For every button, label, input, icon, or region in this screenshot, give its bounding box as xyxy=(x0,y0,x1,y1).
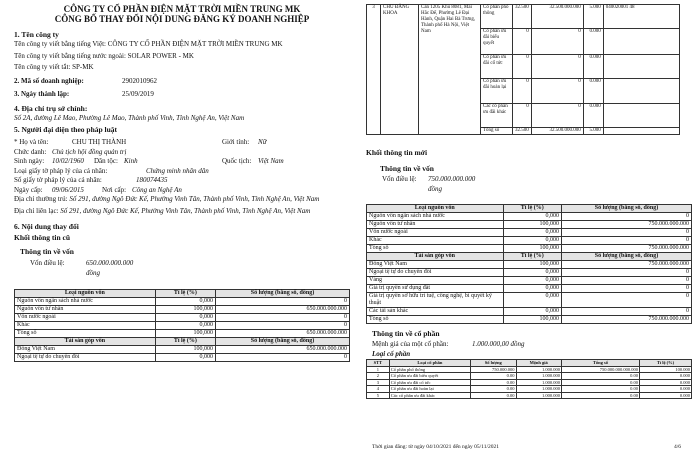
new-info-block-title: Khối thông tin mới xyxy=(366,148,428,157)
table-row: 2 Cổ phần ưu đãi biểu quyết 0.00 1.000.000 0.00 0.000 xyxy=(367,373,692,380)
sex-value: Nữ xyxy=(258,138,267,146)
nationality-label: Quốc tịch: xyxy=(222,157,252,165)
share-types-table xyxy=(366,359,692,399)
permanent-address-label: Địa chỉ thường trú: xyxy=(14,195,68,203)
section-2-title: 2. Mã số doanh nghiệp: xyxy=(14,76,84,85)
old-charter-value: 650.000.000.000 xyxy=(86,259,134,267)
table-row: Ngoại tệ tự do chuyển đổi 0,000 0 xyxy=(367,269,692,277)
col-header: Số lượng xyxy=(471,360,517,367)
new-charter-value: 750.000.000.000 xyxy=(428,175,476,183)
issue-place-label: Nơi cấp: xyxy=(102,185,127,194)
col-header: STT xyxy=(367,360,390,367)
position-label: Chức danh: xyxy=(14,147,47,156)
shareholder-table xyxy=(366,4,680,135)
table-row: Vàng 0,000 0 xyxy=(367,277,692,285)
col-header: Tỉ lệ (%) xyxy=(155,290,215,298)
table-row: 1 Cổ phần phổ thông 750.000.000 1.000.000 750.000.000.000.000 100.000 xyxy=(367,366,692,373)
new-charter-label: Vốn điều lệ: xyxy=(382,175,417,183)
col-header: Tài sản góp vốn xyxy=(367,253,504,261)
contact-address-label: Địa chỉ liên lạc: xyxy=(14,206,59,215)
company-heading: CÔNG TY CỔ PHẦN ĐIỆN MẶT TRỜI MIỀN TRUNG MK xyxy=(63,4,301,14)
left-column xyxy=(14,4,350,362)
sex-label: Giới tính: xyxy=(222,138,250,146)
col-header: Tổng số xyxy=(562,360,640,367)
col-header: Loại nguồn vốn xyxy=(367,205,504,213)
table-row: 3 Cổ phần ưu đãi cổ tức 0.00 1.000.000 0.00 0.000 xyxy=(367,379,692,386)
issue-date-value: 09/06/2015 xyxy=(52,185,84,194)
new-capital-title: Thông tin về vốn xyxy=(380,164,434,173)
col-header: Số lượng (bằng số, đồng) xyxy=(215,338,349,346)
page-number: 4/6 xyxy=(674,444,682,450)
issue-place-value: Công an Nghệ An xyxy=(132,185,182,194)
old-info-block-title: Khối thông tin cũ xyxy=(14,233,71,242)
new-capital-source-table xyxy=(366,204,692,324)
name-label: * Họ và tên: xyxy=(14,138,49,146)
col-header: Số lượng (bằng số, đồng) xyxy=(562,205,692,213)
share-types-title: Loại cổ phần xyxy=(372,349,411,358)
table-row: Khác 0,000 0 xyxy=(367,237,692,245)
table-row: Các cổ phần ưu đãi khác 0 0 0.000 xyxy=(367,104,680,128)
issue-date-label: Ngày cấp: xyxy=(14,185,43,194)
announcement-heading: CÔNG BỐ THAY ĐỔI NỘI DUNG ĐĂNG KÝ DOANH NGHIỆP xyxy=(54,14,310,24)
shareholder-address: Căn 1205 Khu 8081, Mai Hắc Đế, Phường Lê Đại Hành, Quận Hai Bà Trưng, Thành phố Hà Nội, Việt Nam xyxy=(419,5,481,135)
section-6-title: 6. Nội dung thay đổi xyxy=(14,222,79,231)
table-row: Vốn nước ngoài 0,000 0 xyxy=(367,229,692,237)
dob-value: 10/02/1960 xyxy=(52,157,84,165)
position-value: Chủ tịch hội đồng quản trị xyxy=(52,147,127,156)
table-row: Giá trị quyền sử dụng đất 0,000 0 xyxy=(367,285,692,293)
col-header: Tỉ lệ (%) xyxy=(503,205,562,213)
contact-address-value: Số 291, đường Ngô Đức Kế, Phường Vinh Tân, Thành phố Vinh, Tỉnh Nghệ An, Việt Nam xyxy=(60,206,311,215)
company-name-foreign: Tên công ty viết bằng tiếng nước ngoài: SOLAR POWER - MK xyxy=(14,51,194,60)
founding-date: 25/09/2019 xyxy=(122,90,154,98)
table-row: 3 CHU ĐĂNG KHOA Căn 1205 Khu 8081, Mai Hắc Đế, Phường Lê Đại Hành, Quận Hai Bà Trưng, Thành phố Hà Nội, Việt Nam Cổ phần phổ thông 32.500 32.500.000.000 5.000 040020001 48 xyxy=(367,5,680,29)
table-row: Cổ phần ưu đãi cổ tức 0 0 0.000 xyxy=(367,55,680,79)
head-office-address: Số 2A, đường Lê Mao, Phường Lê Mao, Thành phố Vinh, Tỉnh Nghệ An, Việt Nam xyxy=(14,113,245,122)
company-name-short: Tên công ty viết tắt: SP-MK xyxy=(14,63,94,71)
new-charter-unit: đồng xyxy=(428,184,442,193)
right-column xyxy=(366,4,692,399)
shareholder-no: 3 xyxy=(367,5,381,135)
table-row: Nguồn vốn ngân sách nhà nước 0,000 0 xyxy=(15,298,350,306)
table-row: Tổng số 32.500 32.500.000.000 5.000 xyxy=(367,128,680,135)
shares-info-title: Thông tin về cổ phần xyxy=(372,329,440,338)
table-row: Đồng Việt Nam 100,000 650.000.000.000 xyxy=(15,346,350,354)
old-charter-unit: đồng xyxy=(86,268,100,277)
col-header: Số lượng (bằng số, đồng) xyxy=(215,290,349,298)
table-row: Đồng Việt Nam 100,000 750.000.000.000 xyxy=(367,261,692,269)
old-capital-title: Thông tin về vốn xyxy=(20,247,74,256)
table-row: Nguồn vốn tư nhân 100,000 650.000.000.000 xyxy=(15,306,350,314)
id-type-label: Loại giấy tờ pháp lý của cá nhân: xyxy=(14,166,108,175)
representative-name: CHU THỊ THÀNH xyxy=(72,138,127,146)
section-5-title: 5. Người đại diện theo pháp luật xyxy=(14,125,118,134)
section-4-title: 4. Địa chỉ trụ sở chính: xyxy=(14,103,88,113)
par-value-label: Mệnh giá của một cổ phần: xyxy=(372,340,449,348)
table-row: Ngoại tệ tự do chuyển đổi 0,000 0 xyxy=(15,354,350,362)
id-number-label: Số giấy tờ pháp lý của cá nhân: xyxy=(14,176,102,184)
table-row: 4 Cổ phần ưu đãi hoàn lại 0.00 1.000.000 0.00 0.000 xyxy=(367,386,692,393)
col-header: Tỉ lệ (%) xyxy=(640,360,692,367)
table-row: 5 Các cổ phần ưu đãi khác 0.00 1.000.000 0.00 0.000 xyxy=(367,392,692,399)
nationality-value: Việt Nam xyxy=(258,157,284,165)
old-capital-source-table xyxy=(14,289,350,362)
id-number-value: 180074435 xyxy=(136,176,168,184)
section-1-title: 1. Tên công ty xyxy=(14,30,59,39)
table-row: Cổ phần ưu đãi biểu quyết 0 0 0.000 xyxy=(367,29,680,55)
col-header: Loại cổ phần xyxy=(389,360,470,367)
col-header: Số lượng (bằng số, đồng) xyxy=(562,253,692,261)
ethnicity-label: Dân tộc: xyxy=(94,157,118,165)
col-header: Tài sản góp vốn xyxy=(15,338,156,346)
table-row: Cổ phần ưu đãi hoàn lại 0 0 0.000 xyxy=(367,79,680,104)
table-row: Vốn nước ngoài 0,000 0 xyxy=(15,314,350,322)
col-header: Mệnh giá xyxy=(516,360,562,367)
company-name-vn: Tên công ty viết bằng tiếng Việt: CÔNG TY CỔ PHẦN ĐIỆN MẶT TRỜI MIỀN TRUNG MK xyxy=(14,40,283,48)
table-row: Tổng số 100,000 650.000.000.000 xyxy=(15,330,350,338)
dob-label: Sinh ngày: xyxy=(14,157,45,165)
table-row: Khác 0,000 0 xyxy=(15,322,350,330)
section-3-title: 3. Ngày thành lập: xyxy=(14,90,70,98)
col-header: Tỉ lệ (%) xyxy=(503,253,562,261)
table-row: Tổng số 100,000 750.000.000.000 xyxy=(367,316,692,324)
permanent-address-value: Số 291, đường Ngô Đức Kế, Phường Vinh Tân, Thành phố Vinh, Tỉnh Nghệ An, Việt Nam xyxy=(69,195,320,203)
id-type-value: Chứng minh nhân dân xyxy=(146,166,209,175)
table-row: Các tài sản khác 0,000 0 xyxy=(367,308,692,316)
par-value: 1.000.000,00 đồng xyxy=(472,340,525,348)
shareholder-name: CHU ĐĂNG KHOA xyxy=(381,5,419,135)
table-row: Giá trị quyền sở hữu trí tuệ, công nghệ, bí quyết kỹ thuật 0,000 0 xyxy=(367,293,692,308)
enterprise-code: 2902010962 xyxy=(122,76,157,85)
ethnicity-value: Kinh xyxy=(124,157,138,165)
table-row: Nguồn vốn tư nhân 100,000 750.000.000.000 xyxy=(367,221,692,229)
old-charter-label: Vốn điều lệ: xyxy=(30,259,65,267)
table-row: Tổng số 100,000 750.000.000.000 xyxy=(367,245,692,253)
publication-period: Thời gian đăng: từ ngày 04/10/2021 đến ngày 05/11/2021 xyxy=(372,444,499,450)
table-row: Nguồn vốn ngân sách nhà nước 0,000 0 xyxy=(367,213,692,221)
col-header: Tỉ lệ (%) xyxy=(155,338,215,346)
col-header: Loại nguồn vốn xyxy=(15,290,156,298)
